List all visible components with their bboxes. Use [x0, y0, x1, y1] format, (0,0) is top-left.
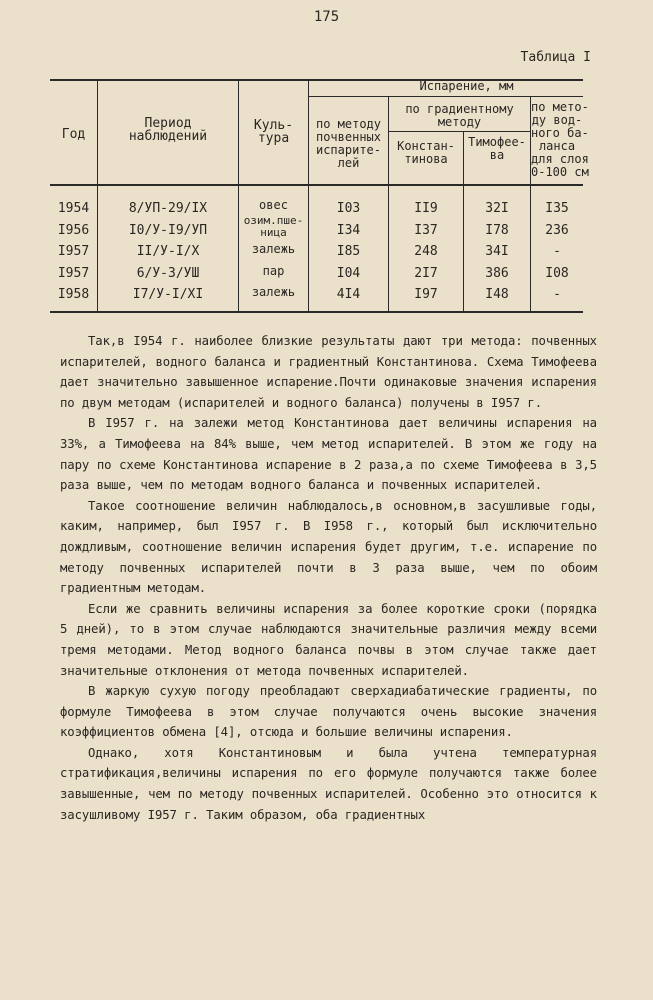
cell-culture: залежь — [251, 242, 296, 256]
cell-konstantinov: 248 — [414, 244, 438, 259]
cell-konstantinov: 2I7 — [414, 266, 438, 281]
cell-timofeev: I48 — [485, 287, 509, 302]
paragraph: В I957 г. на залежи метод Константинова дает величины испарения на 33%, а Тимофеева на 84% выше, чем метод испарителей. В этом же году на пару по схеме Константинова испарение в 2 раза,а по схеме Тимофеева в 3,5 раза выше, чем по методам водного баланса и почвенных испарителей. — [60, 416, 597, 493]
cell-period: I7/У-I/ХI — [132, 287, 204, 302]
cell-konstantinov: I37 — [414, 223, 438, 238]
paragraph: Так,в I954 г. наиболее близкие результаты дают три метода: почвенных испарителей, водного баланса и градиентный Константинова. Схема Тимофеева дает значительно завышенное испарение.Почти одинаковые значения испарения по двум методам (испарителей и водного баланса) получены в I957 г. — [60, 334, 597, 410]
header-timofeev: Тимофее- ва — [468, 135, 526, 162]
cell-year: I957 — [57, 244, 90, 259]
header-culture: Куль- тура — [253, 118, 294, 146]
cell-timofeev: 34I — [485, 244, 509, 259]
header-konstantinov: Констан- тинова — [397, 139, 455, 166]
cell-timofeev: 386 — [485, 266, 509, 281]
header-soil-evaporators: по методу почвенных испарите- лей — [315, 117, 382, 170]
cell-soil: I85 — [336, 244, 361, 259]
cell-water-balance: - — [553, 244, 561, 259]
cell-year: I956 — [57, 223, 90, 238]
cell-timofeev: I78 — [485, 223, 509, 238]
cell-soil: I04 — [336, 266, 361, 281]
body-text — [60, 331, 597, 825]
table-label: Таблица I — [520, 50, 591, 65]
page-number: 175 — [313, 9, 340, 25]
cell-konstantinov: I97 — [414, 287, 438, 302]
cell-period: 8/УП-29/IX — [128, 201, 208, 216]
cell-culture: озим.пше- ница — [243, 214, 304, 239]
cell-period: 6/У-3/УШ — [136, 266, 200, 281]
cell-water-balance: - — [553, 287, 561, 302]
paragraph: Однако, хотя Константиновым и была учтена температурная стратификация,величины испарения по его формуле получаются также более завышенные, чем по методу почвенных испарителей. Особенно это относится к засушливому I957 г. Таким образом, оба градиентных — [60, 745, 597, 822]
cell-soil: 4I4 — [336, 287, 361, 302]
evaporation-table — [50, 0, 589, 320]
cell-year: I957 — [57, 266, 90, 281]
gradient-header-rule — [388, 131, 530, 132]
header-water-balance: по мето- ду вод- ного ба- ланса для слоя 0-100 см — [531, 100, 589, 179]
table-bottom-rule — [50, 311, 583, 313]
header-evaporation: Испарение, мм — [419, 79, 514, 93]
cell-water-balance: I35 — [545, 201, 569, 216]
paragraph: Если же сравнить величины испарения за более короткие сроки (порядка 5 дней), то в этом случае наблюдаются значительные различия между всеми тремя методами. Метод водного баланса почвы в этом случае также дает значительные отклонения от метода почвенных испарителей. — [60, 601, 597, 678]
cell-culture: овес — [259, 198, 288, 212]
cell-year: I958 — [57, 287, 90, 302]
cell-year: 1954 — [57, 201, 90, 216]
cell-soil: I34 — [336, 223, 361, 238]
cell-soil: I03 — [336, 201, 361, 216]
cell-period: I0/У-I9/УП — [128, 223, 208, 238]
cell-water-balance: 236 — [545, 223, 569, 238]
cell-culture: пар — [262, 264, 285, 278]
cell-culture: залежь — [251, 285, 296, 299]
header-gradient: по градиентному методу — [405, 102, 514, 129]
cell-konstantinov: II9 — [414, 201, 438, 216]
paragraph: Такое соотношение величин наблюдалось,в основном,в засушливые годы, каким, например, был I957 г. В I958 г., который был исключительно дождливым, соотношение величин испарения будет другим, т.е. испарение по методу почвенных испарителей почти в 3 раза выше, чем по обоим градиентным методам. — [60, 498, 597, 596]
header-year: Год — [61, 127, 86, 142]
paragraph: В жаркую сухую погоду преобладают сверхадиабатические градиенты, по формуле Тимофеева в этом случае получаются очень высокие значения коэффициентов обмена [4], отсюда и большие величины испарения. — [60, 684, 597, 740]
evaporation-header-rule — [308, 96, 583, 97]
header-bottom-rule — [50, 184, 583, 186]
cell-water-balance: I08 — [545, 266, 569, 281]
header-period: Период наблюдений — [128, 116, 208, 144]
cell-period: II/У-I/Х — [136, 244, 200, 259]
cell-timofeev: 32I — [485, 201, 509, 216]
